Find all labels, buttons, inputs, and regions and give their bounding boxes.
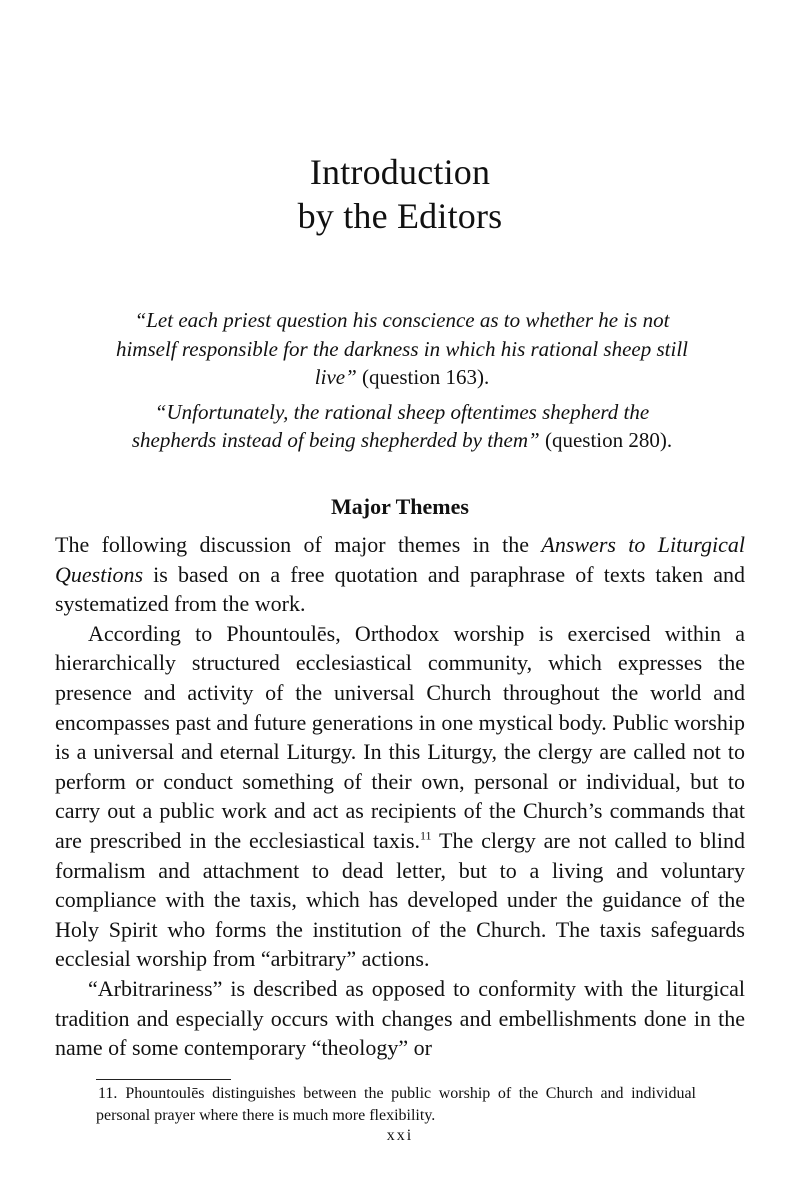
paragraph-text: is based on a free quotation and paraphrase of texts taken and systematized from the work. [55, 561, 745, 617]
paragraph-text: The following discussion of major themes in the [55, 532, 542, 557]
epigraph-quote: “Let each priest question his conscience as to whether he is not himself responsible for the darkness in which his rational sheep still live” [115, 308, 689, 389]
paragraph-text: According to Phountoulēs, Orthodox worship is exercised within a hierarchically structured ecclesiastical community, which expresses the presence and activity of the universal Church throughout the world and encompasses past and future generations in one mystical body. Public worship is a universal and eternal Liturgy. In this Liturgy, the clergy are called not to perform or conduct something of their own, personal or individual, but to carry out a public work and act as recipients of the Church’s commands that are prescribed in the ecclesiastical taxis. [55, 620, 745, 853]
paragraph-3: “Arbitrariness” is described as opposed to conformity with the liturgical tradition and especially occurs with changes and embellishments done in the name of some contemporary “theology” or [55, 975, 745, 1061]
epigraphs [112, 306, 692, 461]
footnote-divider [96, 1079, 231, 1080]
chapter-title-line-1: Introduction [309, 152, 491, 192]
footnote-text: Phountoulēs distinguishes between the public worship of the Church and individual personal prayer where there is much more flexibility. [96, 1085, 696, 1124]
paragraph-1 [55, 530, 745, 619]
page-number: xxi [386, 1127, 414, 1144]
body-text [55, 530, 745, 1063]
book-title-italic: Answers to Liturgical Questions [55, 532, 745, 587]
section-heading: Major Themes [331, 494, 469, 519]
footnotes [96, 1083, 696, 1127]
footnote-11 [96, 1083, 696, 1127]
epigraph-citation: (question 280). [539, 428, 673, 452]
paragraph-2 [55, 619, 745, 974]
chapter-title-line-2: by the Editors [297, 196, 503, 236]
chapter-title [0, 150, 800, 238]
paragraph-text: The clergy are not called to blind formalism and attachment to dead letter, but to a living and voluntary compliance with the taxis, which has developed under the guidance of the Holy Spirit who forms the institution of the Church. The taxis safeguards ecclesial worship from “arbitrary” actions. [55, 827, 745, 972]
epigraph-quote: “Unfortunately, the rational sheep oftentimes shepherd the shepherds instead of being shepherded by them” [131, 399, 650, 452]
epigraph-citation: (question 163). [356, 365, 490, 389]
epigraph-1 [112, 306, 692, 392]
footnote-number: 11. [98, 1085, 118, 1102]
footnote-reference[interactable]: 11 [420, 828, 432, 843]
epigraph-2 [112, 398, 692, 455]
